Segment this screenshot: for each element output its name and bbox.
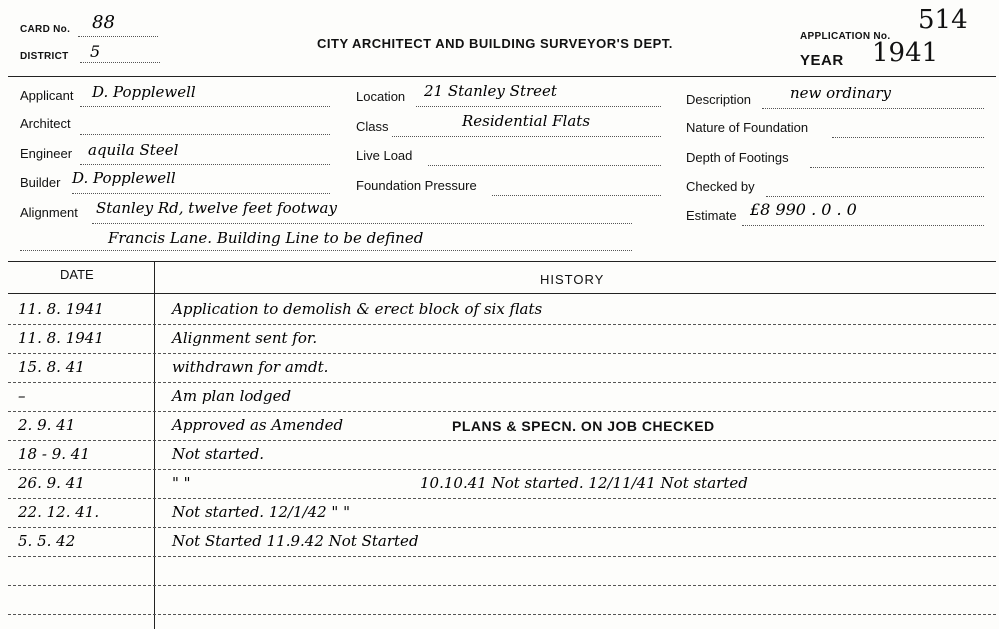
engineer-label: Engineer bbox=[20, 146, 73, 161]
field-underline bbox=[416, 106, 661, 107]
dept-title: CITY ARCHITECT AND BUILDING SURVEYOR'S DEPT. bbox=[317, 36, 673, 51]
alignment-value-1: Stanley Rd, twelve feet footway bbox=[96, 199, 337, 217]
history-stamp: PLANS & SPECN. ON JOB CHECKED bbox=[452, 418, 715, 434]
field-underline bbox=[80, 134, 330, 135]
history-header-divider bbox=[8, 293, 996, 294]
history-row-line bbox=[8, 527, 996, 528]
history-row-line bbox=[8, 353, 996, 354]
application-no-label: APPLICATION No. bbox=[800, 31, 891, 42]
header-divider bbox=[8, 76, 996, 77]
history-date: 11. 8. 1941 bbox=[18, 300, 104, 318]
history-date: 5. 5. 42 bbox=[18, 532, 76, 550]
history-entry: Not Started 11.9.42 Not Started bbox=[172, 532, 419, 550]
history-header: HISTORY bbox=[540, 272, 605, 287]
district-label: DISTRICT bbox=[20, 51, 69, 62]
builder-value: D. Popplewell bbox=[72, 169, 176, 187]
history-entry: Approved as Amended bbox=[172, 416, 344, 434]
depth-of-footings-label: Depth of Footings bbox=[686, 150, 789, 165]
field-underline bbox=[428, 165, 661, 166]
history-row-line bbox=[8, 556, 996, 557]
history-entry: Application to demolish & erect block of six flats bbox=[172, 300, 543, 318]
field-underline bbox=[810, 167, 984, 168]
history-row-line bbox=[8, 382, 996, 383]
history-entry: Not started. bbox=[172, 445, 265, 463]
history-date: 18 - 9. 41 bbox=[18, 445, 90, 463]
field-underline bbox=[766, 196, 984, 197]
history-row-line bbox=[8, 324, 996, 325]
card-no-value: 88 bbox=[92, 12, 115, 33]
history-date: 11. 8. 1941 bbox=[18, 329, 104, 347]
history-date: – bbox=[18, 387, 26, 405]
alignment-value-2: Francis Lane. Building Line to be defined bbox=[108, 229, 424, 247]
district-line bbox=[80, 62, 160, 63]
applicant-label: Applicant bbox=[20, 88, 74, 103]
history-row-line bbox=[8, 411, 996, 412]
field-underline bbox=[742, 225, 984, 226]
class-label: Class bbox=[356, 119, 389, 134]
history-date: 2. 9. 41 bbox=[18, 416, 76, 434]
field-underline bbox=[92, 223, 632, 224]
estimate-label: Estimate bbox=[686, 208, 737, 223]
history-entry: Am plan lodged bbox=[172, 387, 292, 405]
history-entry: Alignment sent for. bbox=[172, 329, 318, 347]
field-underline bbox=[80, 164, 330, 165]
class-value: Residential Flats bbox=[462, 112, 591, 130]
field-underline bbox=[20, 250, 632, 251]
field-underline bbox=[392, 136, 661, 137]
history-date: 26. 9. 41 bbox=[18, 474, 85, 492]
description-label: Description bbox=[686, 92, 752, 107]
history-entry: " " bbox=[172, 474, 191, 492]
district-value: 5 bbox=[90, 42, 101, 61]
alignment-label: Alignment bbox=[20, 205, 78, 220]
engineer-value: aquila Steel bbox=[88, 141, 179, 159]
history-date: 15. 8. 41 bbox=[18, 358, 85, 376]
applicant-value: D. Popplewell bbox=[92, 83, 196, 101]
checked-by-label: Checked by bbox=[686, 179, 755, 194]
history-top-border bbox=[8, 261, 996, 262]
year-value: 1941 bbox=[872, 38, 939, 68]
history-row-line bbox=[8, 585, 996, 586]
date-column-divider bbox=[154, 261, 155, 629]
architect-label: Architect bbox=[20, 116, 71, 131]
card-no-label: CARD No. bbox=[20, 24, 71, 35]
field-underline bbox=[762, 108, 984, 109]
live-load-label: Live Load bbox=[356, 148, 413, 163]
history-row-line bbox=[8, 440, 996, 441]
history-row-line bbox=[8, 469, 996, 470]
location-label: Location bbox=[356, 89, 406, 104]
card-no-line bbox=[78, 36, 158, 37]
builder-label: Builder bbox=[20, 175, 61, 190]
description-value: new ordinary bbox=[790, 84, 891, 102]
history-entry: withdrawn for amdt. bbox=[172, 358, 329, 376]
history-row-line bbox=[8, 498, 996, 499]
year-label: YEAR bbox=[800, 52, 844, 69]
field-underline bbox=[80, 106, 330, 107]
field-underline bbox=[492, 195, 661, 196]
location-value: 21 Stanley Street bbox=[424, 82, 557, 100]
field-underline bbox=[72, 193, 330, 194]
nature-of-foundation-label: Nature of Foundation bbox=[686, 120, 809, 135]
foundation-pressure-label: Foundation Pressure bbox=[356, 178, 477, 193]
history-entry-extra: 10.10.41 Not started. 12/11/41 Not started bbox=[420, 474, 748, 492]
date-header: DATE bbox=[60, 267, 94, 282]
field-underline bbox=[832, 137, 984, 138]
application-no-value: 514 bbox=[918, 5, 968, 35]
history-date: 22. 12. 41. bbox=[18, 503, 100, 521]
history-row-line bbox=[8, 614, 996, 615]
estimate-value: £8 990 . 0 . 0 bbox=[750, 200, 857, 219]
history-entry: Not started. 12/1/42 " " bbox=[172, 503, 350, 521]
